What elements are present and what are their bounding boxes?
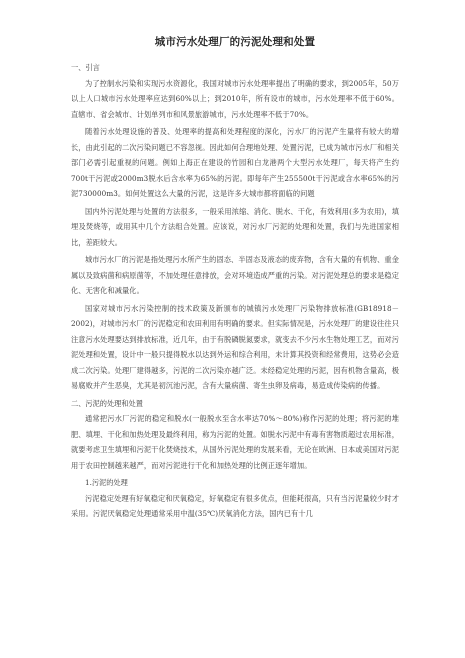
paragraph-stabilization: 污泥稳定处理有好氧稳定和厌氧稳定，好氧稳定有很多优点，但能耗很高，只有当污泥量较少时才采用。污泥厌氧稳定处理通常采用中温(35℃)厌氧消化方法，国内已有十几 xyxy=(71,493,399,518)
section-heading-treatment-disposal: 二、污泥的处理和处置 xyxy=(71,398,143,408)
section-heading-introduction: 一、引言 xyxy=(71,63,100,72)
paragraph-treatment-vs-disposal: 通常把污水厂污泥的稳定和脱水(一般脱水至含水率达70%～80%)称作污泥的处理；将污泥的堆肥、填埋、干化和加热处理及最终利用，称为污泥的处置。如脱水污泥中有毒有害物质超过农用标准，就要考虑卫生填埋和污泥干化焚烧技术，从国外污泥处理的发展来看，无论在欧洲、日本或美国对污泥用于农田控制越来越严，而对污泥进行干化和加热处理的比例正逐年增加。 xyxy=(71,414,399,470)
paragraph-sludge-growth: 随着污水处理设施的普及、处理率的提高和处理程度的深化，污水厂的污泥产生量将有较大的增长，由此引起的二次污染问题已不容忽视。因此如何合理地处理、处置污泥，已成为城市污水厂和相关部门必需引起重视的问题。例如上海正在建设的竹园和白龙港两个大型污水处理厂，每天将产生约700t干污泥或2000m3脱水后含水率为65%的污泥。即每年产生255500t干污泥或含水率65%的污泥730000m3。如何处置这么大量的污泥，这是许多大城市都将面临的问题 xyxy=(71,127,399,198)
paragraph-treatment-methods: 国内外污泥处理与处置的方法很多，一般采用浓缩、消化、脱水、干化，有效利用(多为农用)，填埋及焚烧等，或用其中几个方法组合处置。应该说，对污水厂污泥的处理和处置，我们与先进国家相比，差距较大。 xyxy=(71,206,399,247)
paragraph-policy-targets: 为了控制水污染和实现污水资源化，我国对城市污水处理率提出了明确的要求，到2005年，50万以上人口城市污水处理率应达到60%以上；到2010年，所有设市的城市，污水处理率不低于60%。直辖市、省会城市、计划单列市和风景旅游城市，污水处理率不低于70%。 xyxy=(71,78,399,119)
document-title: 城市污水处理厂的污泥处理和处置 xyxy=(154,36,316,48)
paragraph-national-standards: 国家对城市污水污染控制的技术政策及新颁布的城镇污水处理厂污染物排放标准(GB18918－2002)，对城市污水厂的污泥稳定和农田利用有明确的要求。但实际情况是，污水处理厂的建设往往只注意污水处理要达到排放标准，近几年，由于有脱磷脱氮要求，就变去不少污水生物处理工艺，而对污泥处理和处置，设计中一般只提得脱水以达到外运和综合利用，未计算其投资和经常费用，这势必会造成二次污染。处理厂建得越多，污泥的二次污染亦越广泛。未经稳定处理的污泥，因有机物含量高，极易腐败并产生恶臭，尤其是初沉池污泥，含有大量病菌、寄生虫卵及病毒，易造成传染病的传播。 xyxy=(71,303,399,390)
subsection-heading-sludge-treatment: 1.污泥的处理 xyxy=(85,478,128,487)
paragraph-sludge-definition: 城市污水厂的污泥是指处理污水所产生的固态、半固态及液态的废弃物，含有大量的有机物、重金属以及致病菌和病原菌等，不加处理任意排放，会对环境造成严重的污染。对污泥处理总的要求是稳定化、无害化和减量化。 xyxy=(71,255,399,295)
